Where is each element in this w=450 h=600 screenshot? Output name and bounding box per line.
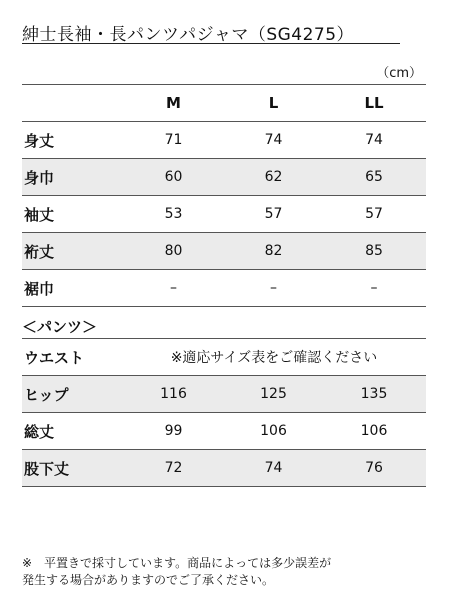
- cell-value: 60: [122, 159, 225, 196]
- cell-value: 80: [122, 233, 225, 270]
- cell-value: 72: [122, 450, 225, 487]
- cell-value: 62: [225, 159, 322, 196]
- cell-value: 99: [122, 413, 225, 450]
- page-title: 紳士長袖・長パンツパジャマ（SG4275）: [22, 25, 355, 45]
- row-label: 裾巾: [22, 270, 122, 307]
- table-row: [22, 376, 426, 413]
- cell-value: 116: [122, 376, 225, 413]
- footnote-line-1: ※ 平置きで採寸しています。商品によっては多少誤差が: [22, 556, 332, 570]
- row-label: ヒップ: [22, 376, 122, 413]
- header-corner: [22, 85, 122, 122]
- pants-size-table: [22, 338, 426, 487]
- header-size-l: L: [225, 85, 322, 122]
- row-label: 身丈: [22, 122, 122, 159]
- cell-value: 53: [122, 196, 225, 233]
- title-underline: [22, 43, 400, 44]
- footnote-line-2: 発生する場合がありますのでご了承ください。: [22, 573, 275, 587]
- cell-value: 125: [225, 376, 322, 413]
- cell-value: 74: [225, 450, 322, 487]
- table-row: [22, 159, 426, 196]
- cell-value: 85: [322, 233, 426, 270]
- row-label: ウエスト: [22, 339, 122, 376]
- table-row: [22, 122, 426, 159]
- row-label: 袖丈: [22, 196, 122, 233]
- table-row: [22, 233, 426, 270]
- cell-value: –: [322, 270, 426, 307]
- row-label: 総丈: [22, 413, 122, 450]
- cell-value: 82: [225, 233, 322, 270]
- header-size-m: M: [122, 85, 225, 122]
- header-size-ll: LL: [322, 85, 426, 122]
- cell-value: –: [225, 270, 322, 307]
- cell-value: 57: [225, 196, 322, 233]
- row-label: 股下丈: [22, 450, 122, 487]
- cell-value: 57: [322, 196, 426, 233]
- pants-section-heading: ＜パンツ＞: [22, 318, 98, 336]
- row-label: 身巾: [22, 159, 122, 196]
- unit-label: （cm）: [376, 66, 422, 81]
- table-row: [22, 339, 426, 376]
- waist-note: ※適応サイズ表をご確認ください: [122, 339, 426, 376]
- cell-value: 76: [322, 450, 426, 487]
- footnote: [22, 555, 331, 589]
- table-row: [22, 196, 426, 233]
- table-row: [22, 450, 426, 487]
- top-size-table: [22, 84, 426, 307]
- cell-value: 74: [225, 122, 322, 159]
- size-header-row: [22, 85, 426, 122]
- cell-value: –: [122, 270, 225, 307]
- table-row: [22, 270, 426, 307]
- cell-value: 106: [225, 413, 322, 450]
- row-label: 裄丈: [22, 233, 122, 270]
- cell-value: 74: [322, 122, 426, 159]
- table-row: [22, 413, 426, 450]
- cell-value: 71: [122, 122, 225, 159]
- cell-value: 106: [322, 413, 426, 450]
- cell-value: 65: [322, 159, 426, 196]
- cell-value: 135: [322, 376, 426, 413]
